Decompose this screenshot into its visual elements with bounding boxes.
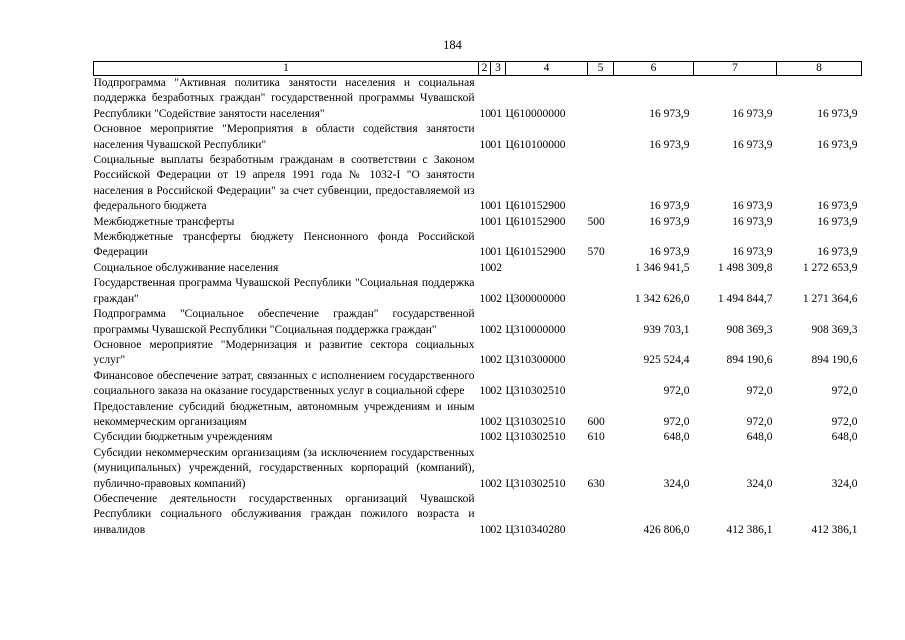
amount-3-cell: 16 973,9: [817, 107, 858, 120]
row-name-cell: Обеспечение деятельности государственных организаций Чувашской Республики социального обслуживания граждан пожилого возраста и инвалидов: [93, 492, 475, 536]
section-code-cell: 10: [479, 215, 491, 228]
amount-1-cell: 972,0: [663, 385, 690, 398]
subsection-code-cell: 02: [490, 477, 502, 490]
expense-type-cell: [588, 492, 614, 538]
target-article-cell: Ц610000000: [505, 107, 566, 120]
subsection-code-cell: 02: [490, 523, 502, 536]
table-row: [94, 122, 862, 153]
target-article-cell: Ц310302510: [505, 477, 566, 490]
table-row: [94, 446, 862, 492]
target-article-cell: Ц310000000: [505, 323, 566, 336]
amount-3-cell: 16 973,9: [817, 246, 858, 259]
row-name-cell: Государственная программа Чувашской Республики "Социальная поддержка граждан": [93, 277, 475, 305]
section-code-cell: 10: [479, 138, 491, 151]
header-cell-8: 8: [777, 62, 862, 76]
expense-type-cell: [588, 369, 614, 400]
target-article-cell: Ц300000000: [505, 292, 566, 305]
expense-type-cell: 630: [587, 477, 605, 490]
table-row: [94, 153, 862, 215]
section-code-cell: 10: [479, 292, 491, 305]
amount-3-cell: 16 973,9: [817, 215, 858, 228]
amount-3-cell: 1 271 364,6: [802, 292, 858, 305]
target-article-cell: Ц610152900: [505, 215, 566, 228]
amount-2-cell: 908 369,3: [726, 323, 773, 336]
header-row: [94, 62, 862, 76]
amount-1-cell: 972,0: [663, 415, 690, 428]
amount-1-cell: 324,0: [663, 477, 690, 490]
amount-3-cell: 894 190,6: [811, 354, 858, 367]
header-cell-6: 6: [614, 62, 694, 76]
amount-2-cell: 16 973,9: [732, 246, 773, 259]
section-code-cell: 10: [479, 107, 491, 120]
row-name-cell: Подпрограмма "Активная политика занятости населения и социальная поддержка безработных граждан" государственной программы Чувашской Республики "Содействие занятости населения": [93, 77, 475, 120]
section-code-cell: 10: [479, 431, 491, 444]
target-article-cell: Ц610100000: [505, 138, 566, 151]
subsection-code-cell: 01: [490, 200, 502, 213]
table-row: [94, 307, 862, 338]
table-row: [94, 230, 862, 261]
table-header: [94, 62, 862, 76]
row-name-cell: Подпрограмма "Социальное обеспечение граждан" государственной программы Чувашской Республики "Социальная поддержка граждан": [93, 308, 475, 336]
table-body: [94, 76, 862, 539]
amount-2-cell: 1 498 309,8: [717, 261, 773, 274]
expense-type-cell: 500: [587, 215, 605, 228]
subsection-code-cell: 01: [490, 246, 502, 259]
amount-1-cell: 16 973,9: [649, 200, 690, 213]
section-code-cell: 10: [479, 523, 491, 536]
target-article-cell: Ц610152900: [505, 246, 566, 259]
section-code-cell: 10: [479, 246, 491, 259]
amount-2-cell: 972,0: [746, 415, 773, 428]
target-article-cell: Ц310340280: [505, 523, 566, 536]
table-row: [94, 400, 862, 431]
expense-type-cell: 570: [587, 246, 605, 259]
row-name-cell: Социальное обслуживание населения: [93, 261, 279, 274]
section-code-cell: 10: [479, 477, 491, 490]
amount-1-cell: 16 973,9: [649, 215, 690, 228]
amount-1-cell: 925 524,4: [643, 354, 690, 367]
target-article-cell: Ц310302510: [505, 385, 566, 398]
subsection-code-cell: 02: [490, 261, 502, 274]
amount-3-cell: 972,0: [831, 385, 858, 398]
expense-type-cell: 610: [587, 431, 605, 444]
table-row: [94, 215, 862, 230]
table-row: [94, 261, 862, 276]
section-code-cell: 10: [479, 323, 491, 336]
header-cell-7: 7: [694, 62, 777, 76]
target-article-cell: Ц310302510: [505, 431, 566, 444]
row-name-cell: Субсидии бюджетным учреждениям: [93, 431, 273, 444]
amount-2-cell: 16 973,9: [732, 107, 773, 120]
expense-type-cell: [588, 153, 614, 215]
expense-type-cell: [588, 276, 614, 307]
section-code-cell: 10: [479, 415, 491, 428]
budget-table: [93, 61, 862, 538]
table-row: [94, 492, 862, 538]
row-name-cell: Основное мероприятие "Модернизация и развитие сектора социальных услуг": [93, 338, 475, 367]
subsection-code-cell: 01: [490, 138, 502, 151]
row-name-cell: Основное мероприятие "Мероприятия в области содействия занятости населения Чувашской Республики": [93, 123, 475, 151]
amount-1-cell: 939 703,1: [643, 323, 690, 336]
amount-2-cell: 16 973,9: [732, 138, 773, 151]
row-name-cell: Межбюджетные трансферты бюджету Пенсионного фонда Российской Федерации: [93, 231, 475, 259]
amount-2-cell: 16 973,9: [732, 215, 773, 228]
amount-2-cell: 972,0: [746, 385, 773, 398]
amount-1-cell: 648,0: [663, 431, 690, 444]
row-name-cell: Субсидии некоммерческим организациям (за исключением государственных (муниципальных) учреждений, государственных корпораций (компаний), публично-правовых компаний): [93, 446, 475, 490]
section-code-cell: 10: [479, 385, 491, 398]
section-code-cell: 10: [479, 200, 491, 213]
subsection-code-cell: 01: [490, 107, 502, 120]
subsection-code-cell: 02: [490, 292, 502, 305]
subsection-code-cell: 02: [490, 431, 502, 444]
expense-type-cell: [588, 76, 614, 123]
amount-3-cell: 1 272 653,9: [802, 261, 858, 274]
expense-type-cell: [588, 307, 614, 338]
row-name-cell: Финансовое обеспечение затрат, связанных с исполнением государственного социального заказа на оказание государственных услуг в социальной сфере: [93, 369, 475, 398]
amount-2-cell: 894 190,6: [726, 354, 773, 367]
amount-3-cell: 412 386,1: [811, 523, 858, 536]
header-cell-4: 4: [506, 62, 588, 76]
section-code-cell: 10: [479, 261, 491, 274]
row-name-cell: Предоставление субсидий бюджетным, автономным учреждениям и иным некоммерческим организациям: [93, 400, 475, 428]
expense-type-cell: [588, 261, 614, 276]
row-name-cell: Межбюджетные трансферты: [93, 215, 235, 228]
amount-3-cell: 648,0: [831, 431, 858, 444]
amount-1-cell: 16 973,9: [649, 246, 690, 259]
amount-3-cell: 16 973,9: [817, 138, 858, 151]
amount-2-cell: 324,0: [746, 477, 773, 490]
amount-3-cell: 908 369,3: [811, 323, 858, 336]
header-cell-1: 1: [94, 62, 479, 76]
amount-2-cell: 648,0: [746, 431, 773, 444]
amount-2-cell: 412 386,1: [726, 523, 773, 536]
subsection-code-cell: 02: [490, 415, 502, 428]
header-cell-5: 5: [588, 62, 614, 76]
target-article-cell: Ц310302510: [505, 415, 566, 428]
subsection-code-cell: 02: [490, 354, 502, 367]
table-row: [94, 76, 862, 123]
amount-3-cell: 16 973,9: [817, 200, 858, 213]
amount-1-cell: 16 973,9: [649, 138, 690, 151]
amount-2-cell: 16 973,9: [732, 200, 773, 213]
table-row: [94, 276, 862, 307]
expense-type-cell: [588, 338, 614, 369]
amount-1-cell: 16 973,9: [649, 107, 690, 120]
target-article-cell: Ц610152900: [505, 200, 566, 213]
section-code-cell: 10: [479, 354, 491, 367]
header-cell-3: 3: [491, 62, 506, 76]
amount-1-cell: 426 806,0: [643, 523, 690, 536]
target-article-cell: [506, 261, 588, 276]
amount-3-cell: 972,0: [831, 415, 858, 428]
amount-1-cell: 1 342 626,0: [634, 292, 690, 305]
expense-type-cell: 600: [587, 415, 605, 428]
page-number: 184: [443, 38, 462, 52]
amount-2-cell: 1 494 844,7: [717, 292, 773, 305]
subsection-code-cell: 02: [490, 323, 502, 336]
header-cell-2: 2: [479, 62, 491, 76]
table-row: [94, 338, 862, 369]
expense-type-cell: [588, 122, 614, 153]
row-name-cell: Социальные выплаты безработным гражданам в соответствии с Законом Российской Федерации от 19 апреля 1991 года № 1032-I "О занятости населения в Российской Федерации" за счет субвенции, предоставляемой из федерального бюджета: [93, 154, 475, 213]
amount-1-cell: 1 346 941,5: [634, 261, 690, 274]
amount-3-cell: 324,0: [831, 477, 858, 490]
table-row: [94, 369, 862, 400]
target-article-cell: Ц310300000: [505, 354, 566, 367]
subsection-code-cell: 01: [490, 215, 502, 228]
subsection-code-cell: 02: [490, 385, 502, 398]
table-row: [94, 430, 862, 445]
